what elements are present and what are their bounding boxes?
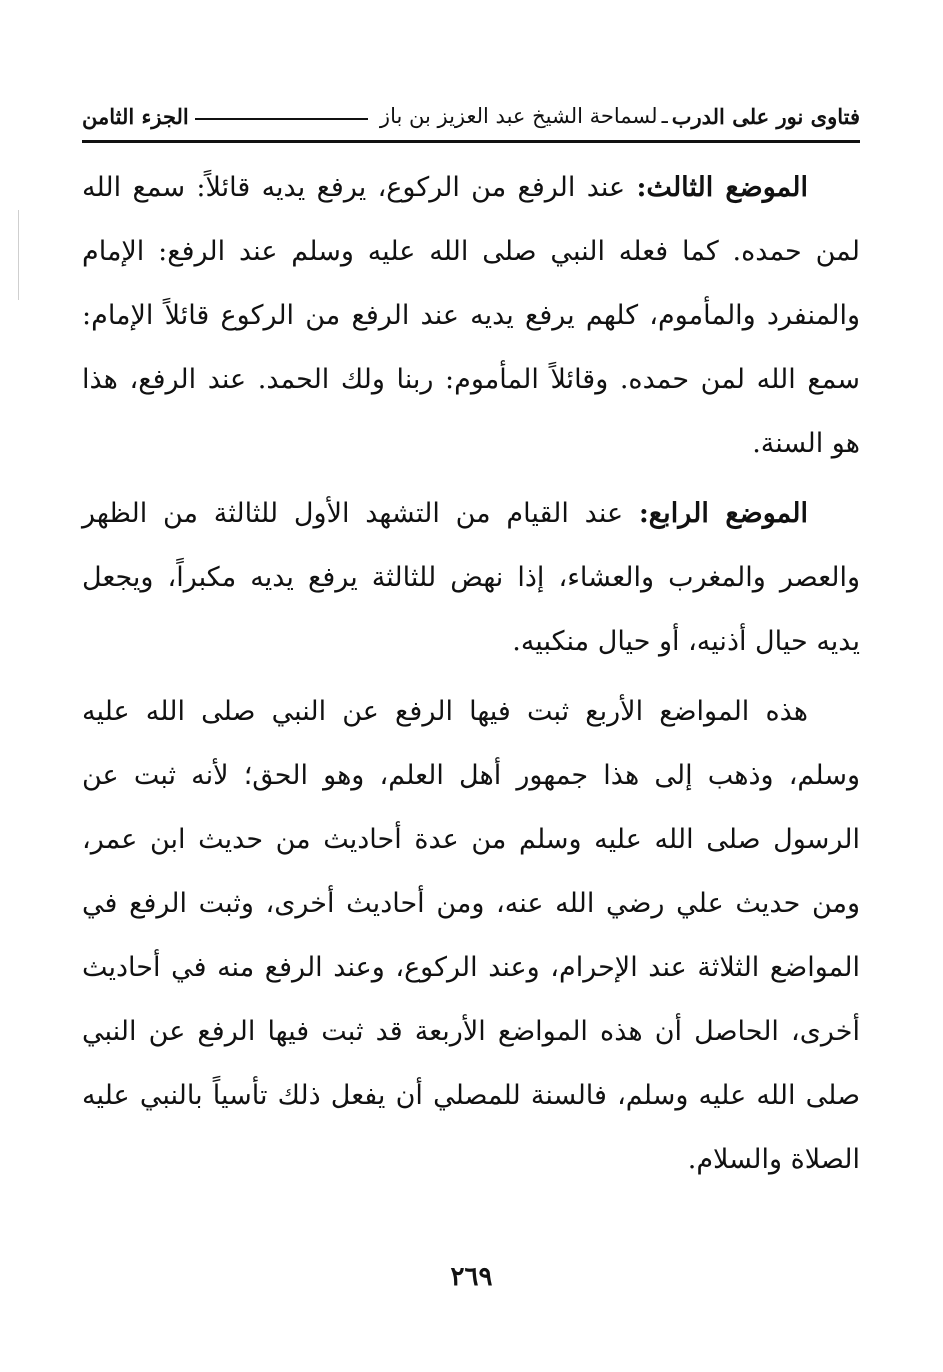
paragraph-text: عند القيام من التشهد الأول للثالثة من الظهر والعصر والمغرب والعشاء، إذا نهض للثالثة يرفع يديه مكبراً، ويجعل يديه حيال أذنيه، أو حيال منكبيه.	[82, 498, 860, 657]
scan-margin-mark	[18, 210, 19, 300]
header-underline	[82, 140, 860, 143]
header-dash: ـ	[661, 104, 668, 128]
paragraph-lead: الموضع الرابع:	[638, 498, 808, 529]
paragraph-third-position	[82, 156, 860, 476]
paragraph-lead: الموضع الثالث:	[636, 172, 808, 203]
header-part-label: الجزء الثامن	[82, 103, 189, 129]
header-rule	[195, 118, 368, 120]
paragraph-fourth-position	[82, 482, 860, 674]
header-author: لسماحة الشيخ عبد العزيز بن باز	[379, 104, 658, 128]
running-header	[82, 96, 860, 136]
paragraph-text: هذه المواضع الأربع ثبت فيها الرفع عن النبي صلى الله عليه وسلم، وذهب إلى هذا جمهور أهل العلم، وهو الحق؛ لأنه ثبت عن الرسول صلى الله عليه وسلم من عدة أحاديث من حديث ابن عمر، ومن حديث علي رضي الله عنه، ومن أحاديث أخرى، وثبت الرفع في المواضع الثلاثة عند الإحرام، وعند الركوع، وعند الرفع منه في أحاديث أخرى، الحاصل أن هذه المواضع الأربعة قد ثبت فيها الرفع عن النبي صلى الله عليه وسلم، فالسنة للمصلي أن يفعل ذلك تأسياً بالنبي عليه الصلاة والسلام.	[82, 696, 860, 1175]
page-number: ٢٦٩	[450, 1262, 493, 1292]
paragraph-conclusion	[82, 680, 860, 1192]
header-book-title: فتاوى نور على الدرب	[671, 103, 860, 129]
page-body	[82, 156, 860, 1198]
paragraph-text: عند الرفع من الركوع، يرفع يديه قائلاً: سمع الله لمن حمده. كما فعله النبي صلى الله عليه وسلم عند الرفع: الإمام والمنفرد والمأموم، كلهم يرفع يديه عند الرفع من الركوع قائلاً الإمام: سمع الله لمن حمده. وقائلاً المأموم: ربنا ولك الحمد. عند الرفع، هذا هو السنة.	[82, 172, 860, 459]
